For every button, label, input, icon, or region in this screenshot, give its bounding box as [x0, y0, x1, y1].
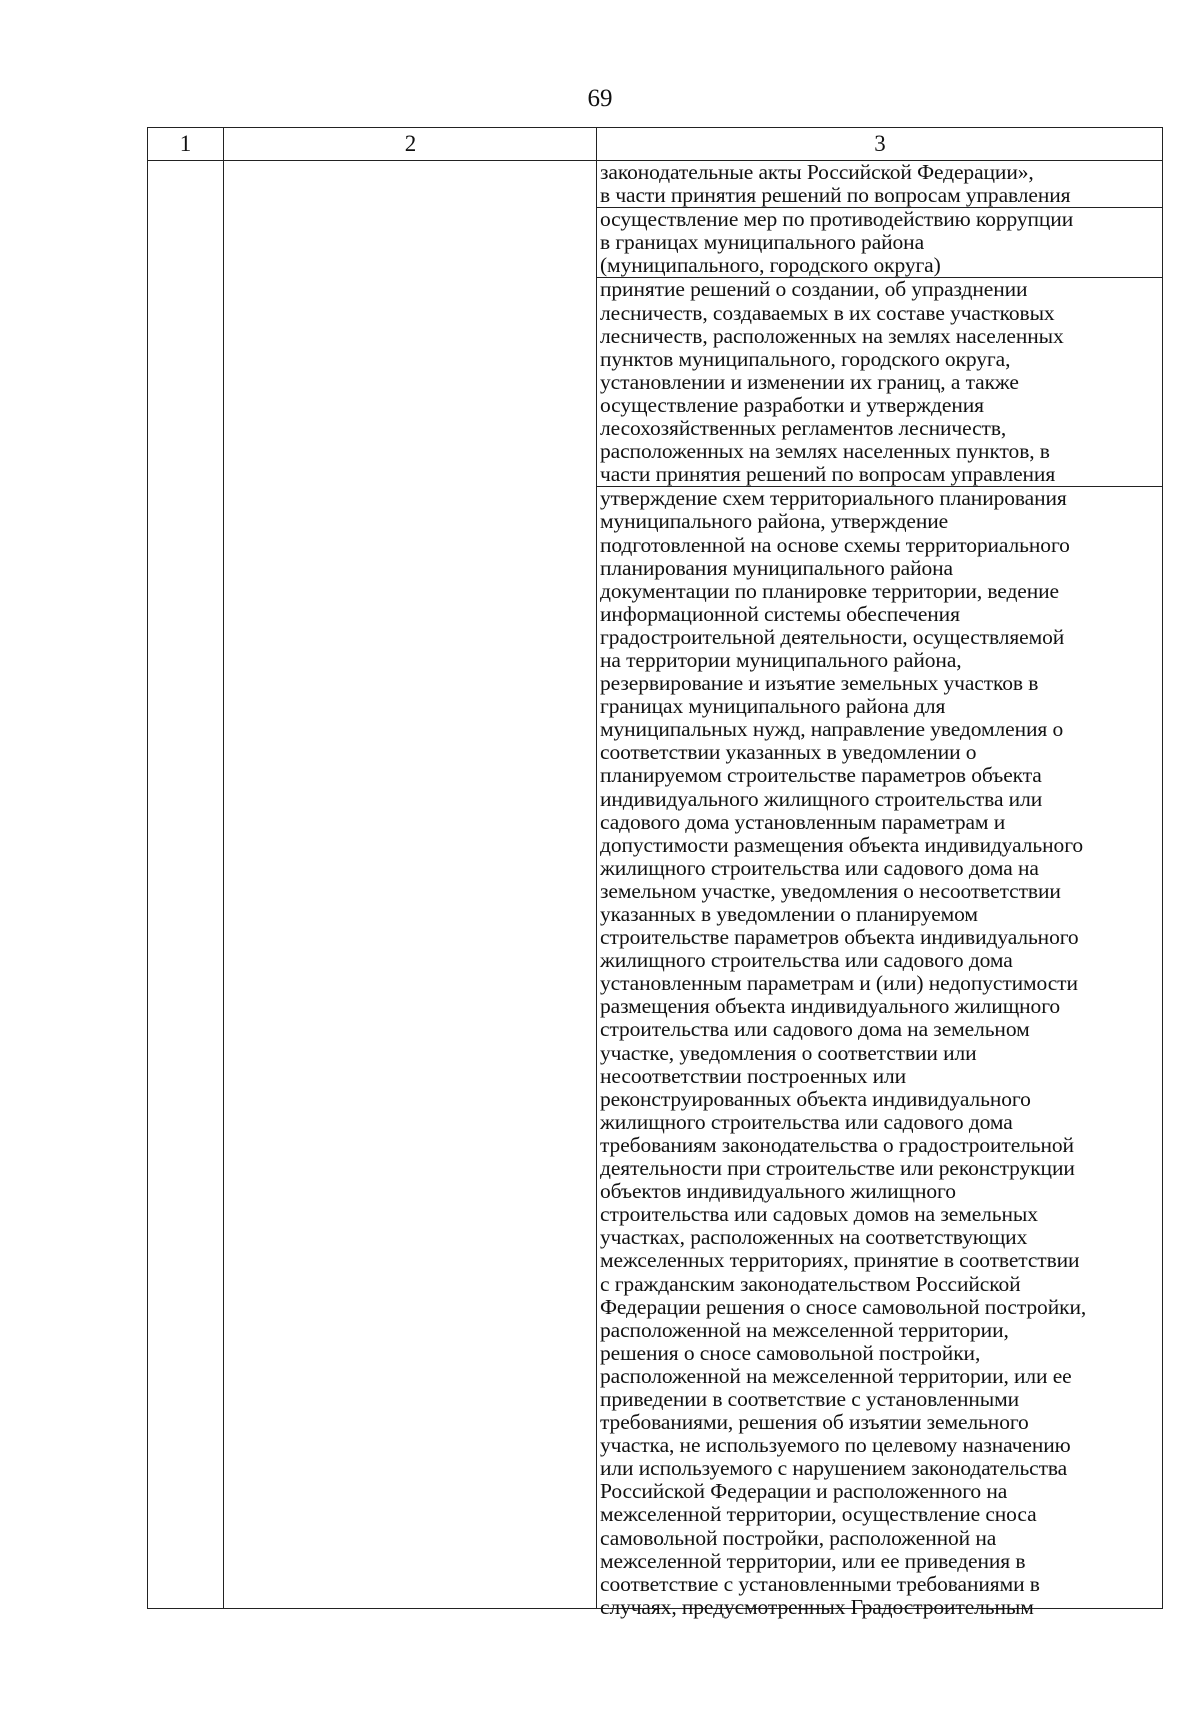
cell-text-line: расположенной на межселенной территории, или ее: [600, 1363, 1072, 1388]
cell-text-line: с гражданским законодательством Российской: [600, 1271, 1021, 1296]
cell-text-line: строительства или садового дома на земельном: [600, 1017, 1030, 1042]
table-cell: [597, 161, 1163, 208]
cell-text-line: реконструированных объекта индивидуального: [600, 1086, 1031, 1111]
cell-text-line: в границах муниципального района: [600, 230, 925, 255]
cell-text-line: несоответствии построенных или: [600, 1063, 907, 1088]
cell-text-line: Российской Федерации и расположенного на: [600, 1479, 1008, 1504]
cell-text-line: жилищного строительства или садового дома: [600, 1109, 1013, 1134]
cell-text-line: расположенной на межселенной территории,: [600, 1317, 1009, 1342]
cell-text-line: самовольной постройки, расположенной на: [600, 1525, 997, 1550]
cell-text-line: градостроительной деятельности, осуществляемой: [600, 624, 1065, 649]
cell-text-line: жилищного строительства или садового дома на: [600, 855, 1039, 880]
table-cell: [597, 208, 1163, 278]
cell-text-line: принятие решений о создании, об упразднении: [600, 277, 1028, 302]
cell-text-line: части принятия решений по вопросам управления: [600, 462, 1056, 487]
cell-text-line: подготовленной на основе схемы территориального: [600, 532, 1070, 557]
cell-text-line: законодательные акты Российской Федерации»,: [600, 160, 1034, 184]
cell-text-line: планирования муниципального района: [600, 555, 953, 580]
cell-text-line: установлении и изменении их границ, а также: [600, 369, 1019, 394]
cell-text-line: лесохозяйственных регламентов лесничеств,: [600, 416, 1007, 441]
cell-text-line: земельном участке, уведомления о несоответствии: [600, 878, 1061, 903]
cell-text-line: пунктов муниципального, городского округа,: [600, 346, 1011, 371]
cell-text-line: (муниципального, городского округа): [600, 253, 941, 278]
cell-text-line: расположенных на землях населенных пунктов, в: [600, 439, 1050, 464]
cell-text-line: строительства или садовых домов на земельных: [600, 1202, 1038, 1227]
column-2: [224, 127, 597, 1609]
cell-text-line: осуществление мер по противодействию коррупции: [600, 207, 1074, 232]
header-col-3: 3: [874, 131, 886, 156]
cell-text-line: решения о сносе самовольной постройки,: [600, 1340, 981, 1365]
cell-text-line: лесничеств, расположенных на землях населенных: [600, 323, 1064, 348]
cell-text-line: межселенной территории, осуществление сноса: [600, 1502, 1037, 1527]
cell-text-line: документации по планировке территории, ведение: [600, 578, 1059, 603]
header-col-1: 1: [179, 131, 192, 156]
cell-text-line: индивидуального жилищного строительства или: [600, 786, 1043, 811]
cell-text-line: требованиями, решения об изъятии земельного: [600, 1410, 1029, 1435]
cell-text-line: утверждение схем территориального планирования: [600, 486, 1067, 511]
cell-text-line: в части принятия решений по вопросам управления: [600, 183, 1071, 208]
cell-text-line: допустимости размещения объекта индивидуального: [600, 832, 1084, 857]
cell-text-line: деятельности при строительстве или реконструкции: [600, 1156, 1075, 1181]
cell-text-line: садового дома установленным параметрам и: [600, 809, 1006, 834]
cell-text-line: приведении в соответствие с установленными: [600, 1386, 1020, 1411]
cell-text-line: границах муниципального района для: [600, 694, 946, 719]
cell-text-line: соответствие с установленными требованиями в: [600, 1571, 1040, 1596]
cell-text-line: или используемого с нарушением законодательства: [600, 1456, 1068, 1481]
cell-text-line: муниципальных нужд, направление уведомления о: [600, 717, 1064, 742]
cell-text-line: Федерации решения о сносе самовольной постройки,: [600, 1294, 1087, 1319]
cell-text-line: требованиям законодательства о градостроительной: [600, 1132, 1074, 1157]
cell-text-line: межселенных территориях, принятие в соответствии: [600, 1248, 1080, 1273]
cell-text-line: на территории муниципального района,: [600, 647, 962, 672]
cell-text-line: осуществление разработки и утверждения: [600, 392, 984, 417]
header-col-2: 2: [404, 131, 417, 156]
cell-text-line: размещения объекта индивидуального жилищного: [600, 994, 1061, 1019]
table-header-row: [147, 127, 1163, 161]
cell-text-line: установленным параметрам и (или) недопустимости: [600, 971, 1078, 996]
page-number: 69: [587, 85, 613, 112]
cell-text-line: соответствии указанных в уведомлении о: [600, 740, 977, 765]
cell-text-line: лесничеств, создаваемых в их составе участковых: [600, 300, 1055, 325]
cell-text-line: строительстве параметров объекта индивидуального: [600, 925, 1079, 950]
cell-text-line: межселенной территории, или ее приведения в: [600, 1548, 1026, 1573]
cell-text-line: объектов индивидуального жилищного: [600, 1179, 956, 1204]
cell-text-line: случаях, предусмотренных Градостроительным: [600, 1594, 1034, 1619]
table-cell: [597, 487, 1163, 1619]
column-1: [147, 127, 224, 1609]
cell-text-line: жилищного строительства или садового дома: [600, 948, 1013, 973]
cell-text-line: резервирование и изъятие земельных участков в: [600, 671, 1039, 696]
cell-text-line: участке, уведомления о соответствии или: [600, 1040, 977, 1065]
table-cell: [597, 278, 1163, 487]
column-3-cells: [597, 161, 1163, 1619]
cell-text-line: муниципального района, утверждение: [600, 509, 949, 534]
cell-text-line: участках, расположенных на соответствующих: [600, 1225, 1028, 1250]
cell-text-line: планируемом строительстве параметров объекта: [600, 763, 1042, 788]
cell-text-line: информационной системы обеспечения: [600, 601, 960, 626]
cell-text-line: указанных в уведомлении о планируемом: [600, 902, 978, 926]
cell-text-line: участка, не используемого по целевому назначению: [600, 1433, 1071, 1458]
